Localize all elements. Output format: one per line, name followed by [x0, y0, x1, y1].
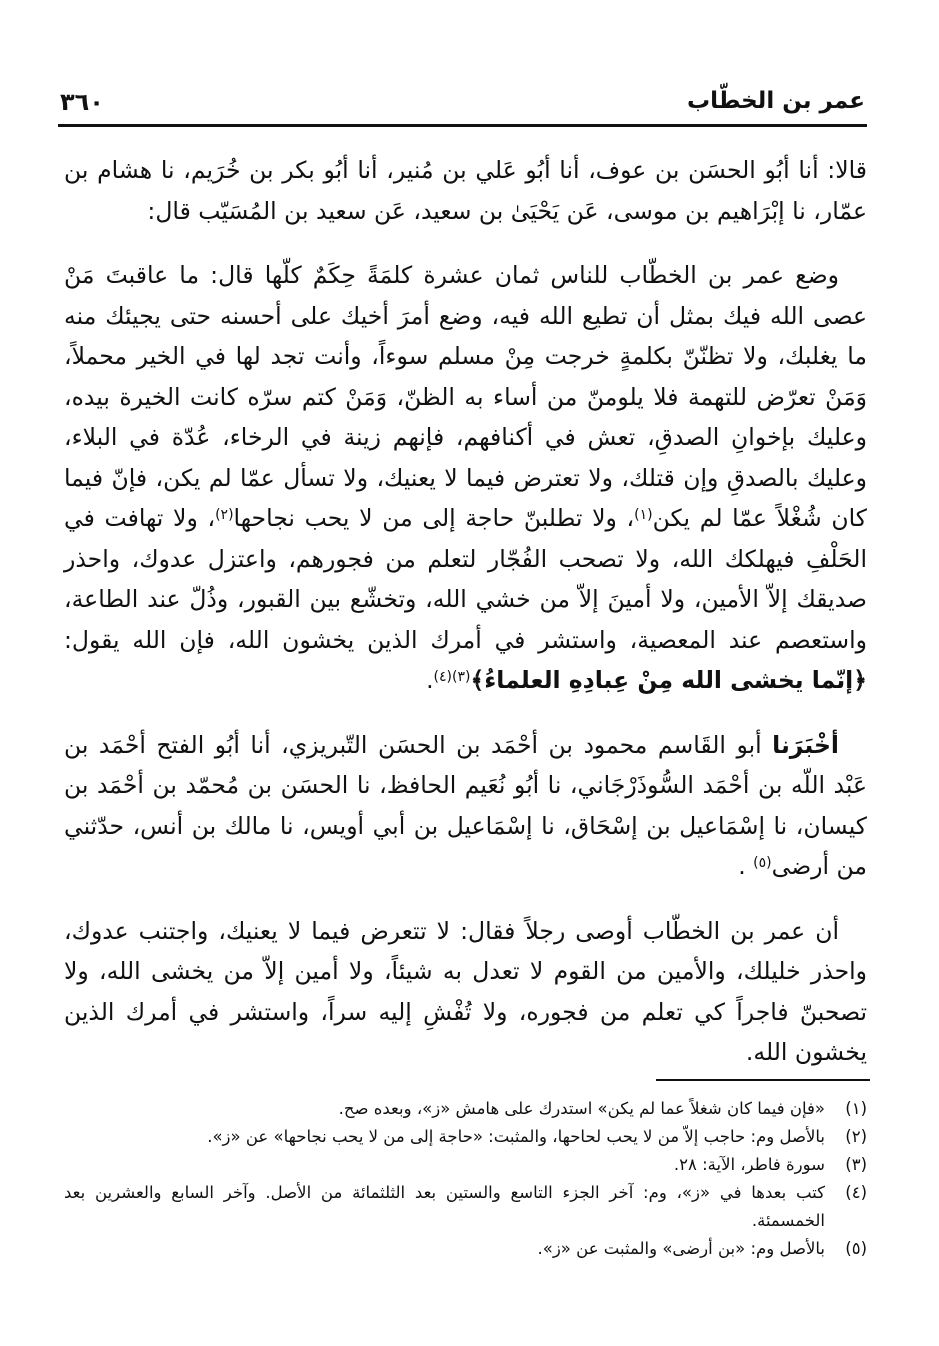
footnote-number: (١): [845, 1099, 867, 1118]
isnad-end: .: [738, 852, 746, 880]
footnote-ref-2: (٢): [215, 507, 234, 523]
footnote-ref-3: (٣): [452, 669, 471, 685]
footnote-item: [64, 1235, 867, 1263]
footnote-text: بالأصل وم: «بن أرضى» والمثبت عن «ز».: [537, 1239, 825, 1258]
footnote-ref-4: (٤): [433, 669, 453, 685]
sayings-paragraph: [64, 255, 867, 701]
footnote-text: «فإن فيما كان شغلاً عما لم يكن» استدرك على هامش «ز»، وبعده صح.: [338, 1099, 825, 1118]
footnotes: [64, 1095, 867, 1263]
isnad-paragraph-2: [64, 725, 867, 887]
footnote-ref-1: (١): [634, 507, 653, 523]
footnote-item: [64, 1095, 867, 1123]
footnote-number: (٢): [845, 1127, 867, 1146]
page-header: [58, 86, 867, 127]
quran-quote: ﴿إنّما يخشى الله مِنْ عِبادِهِ العلماءُ﴾: [470, 666, 867, 694]
sayings-end: .: [426, 666, 434, 694]
footnote-number: (٤): [845, 1183, 867, 1202]
sayings-text-mid: ، ولا تطلبنّ حاجة إلى من لا يحب نجاحها: [233, 504, 635, 532]
footnote-text: بالأصل وم: حاجب إلاّ من لا يحب لحاحها، والمثبت: «حاجة إلى من لا يحب نجاحها» عن «ز».: [207, 1127, 825, 1146]
footnote-ref-5: (٥): [753, 855, 772, 871]
footnote-number: (٥): [845, 1239, 867, 1258]
footnote-item: [64, 1179, 867, 1235]
page-number: ٣٦٠: [60, 88, 104, 116]
footnote-text: كتب بعدها في «ز»، وم: آخر الجزء التاسع والستين بعد الثلثمائة من الأصل. وآخر السابع والعشرين بعد الخمسمئة.: [64, 1183, 825, 1230]
isnad-paragraph-1: قالا: أنا أبُو الحسَن بن عوف، أنا أبُو عَلي بن مُنير، أنا أبُو بكر بن خُرَيم، نا هشام بن عمّار، نا إبْرَاهيم بن موسى، عَن يَحْيَىٰ بن سعيد، عَن سعيد بن المُسَيّب قال:: [64, 156, 867, 225]
running-title: عمر بن الخطّاب: [686, 88, 865, 114]
footnote-text: سورة فاطر، الآية: ٢٨.: [673, 1155, 825, 1174]
main-text: [64, 150, 867, 1073]
sayings-text-rest: ، ولا تهافت في الحَلْفِ فيهلكك الله، ولا تصحب الفُجّار لتعلم من فجورهم، واعتزل عدوك، واحذر صديقك إلاّ الأمين، ولا أمينَ إلاّ من خشي الله، وتخشّع بين القبور، وذُلّ عند الطاعة، واستعصم عند المعصية، واستشر في أمرك الذين يخشون الله، فإن الله يقول:: [64, 504, 867, 654]
isnad-text-2: أبو القَاسم محمود بن أحْمَد بن الحسَن التّبريزي، أنا أبُو الفتح أحْمَد بن عَبْد اللّه بن أحْمَد السُّوذَرْجَاني، نا أبُو نُعَيم الحافظ، نا الحسَن بن مُحمّد بن أحْمَد بن كيسان، نا إسْمَاعيل بن إسْحَاق، نا إسْمَاعيل بن أبي أويس، نا مالك بن أنس، حدّثني من أرضى: [64, 730, 867, 880]
akhbarana-lead: أخْبَرَنا: [772, 730, 839, 759]
footnote-item: [64, 1151, 867, 1179]
footnote-separator: [656, 1079, 870, 1081]
footnote-item: [64, 1123, 867, 1151]
advice-paragraph: أن عمر بن الخطّاب أوصى رجلاً فقال: لا تتعرض فيما لا يعنيك، واجتنب عدوك، واحذر خليلك، والأمين من القوم لا تعدل به شيئاً، ولا أمين إلاّ من يخشى الله، ولا تصحبنّ فاجراً كي تعلم من فجوره، ولا تُفْشِ إليه سراً، واستشر في أمرك الذين يخشون الله.: [64, 916, 867, 1066]
footnote-number: (٣): [845, 1155, 867, 1174]
sayings-text: وضع عمر بن الخطّاب للناس ثمان عشرة كلمَةً حِكَمٌ كلّها قال: ما عاقبتَ مَنْ عصى الله فيك بمثل أن تطيع الله فيه، وضع أمرَ أخيك على أحسنه حتى يجيئك منه ما يغلبك، ولا تظنّنّ بكلمةٍ خرجت مِنْ مسلم سوءاً، وأنت تجد لها في الخير محملاً، وَمَنْ تعرّض للتهمة فلا يلومنّ من أساء به الظنّ، وَمَنْ كتم سرّه كانت الخيرة بيده، وعليك بإخوانِ الصدقِ، تعش في أكنافهم، فإنهم زينة في الرخاء، عُدّة في البلاء، وعليك بالصدقِ وإن قتلك، ولا تعترض فيما لا يعنيك، ولا تسأل عمّا لم يكن، فإنّ فيما كان شُغْلاً عمّا لم يكن: [64, 261, 867, 532]
